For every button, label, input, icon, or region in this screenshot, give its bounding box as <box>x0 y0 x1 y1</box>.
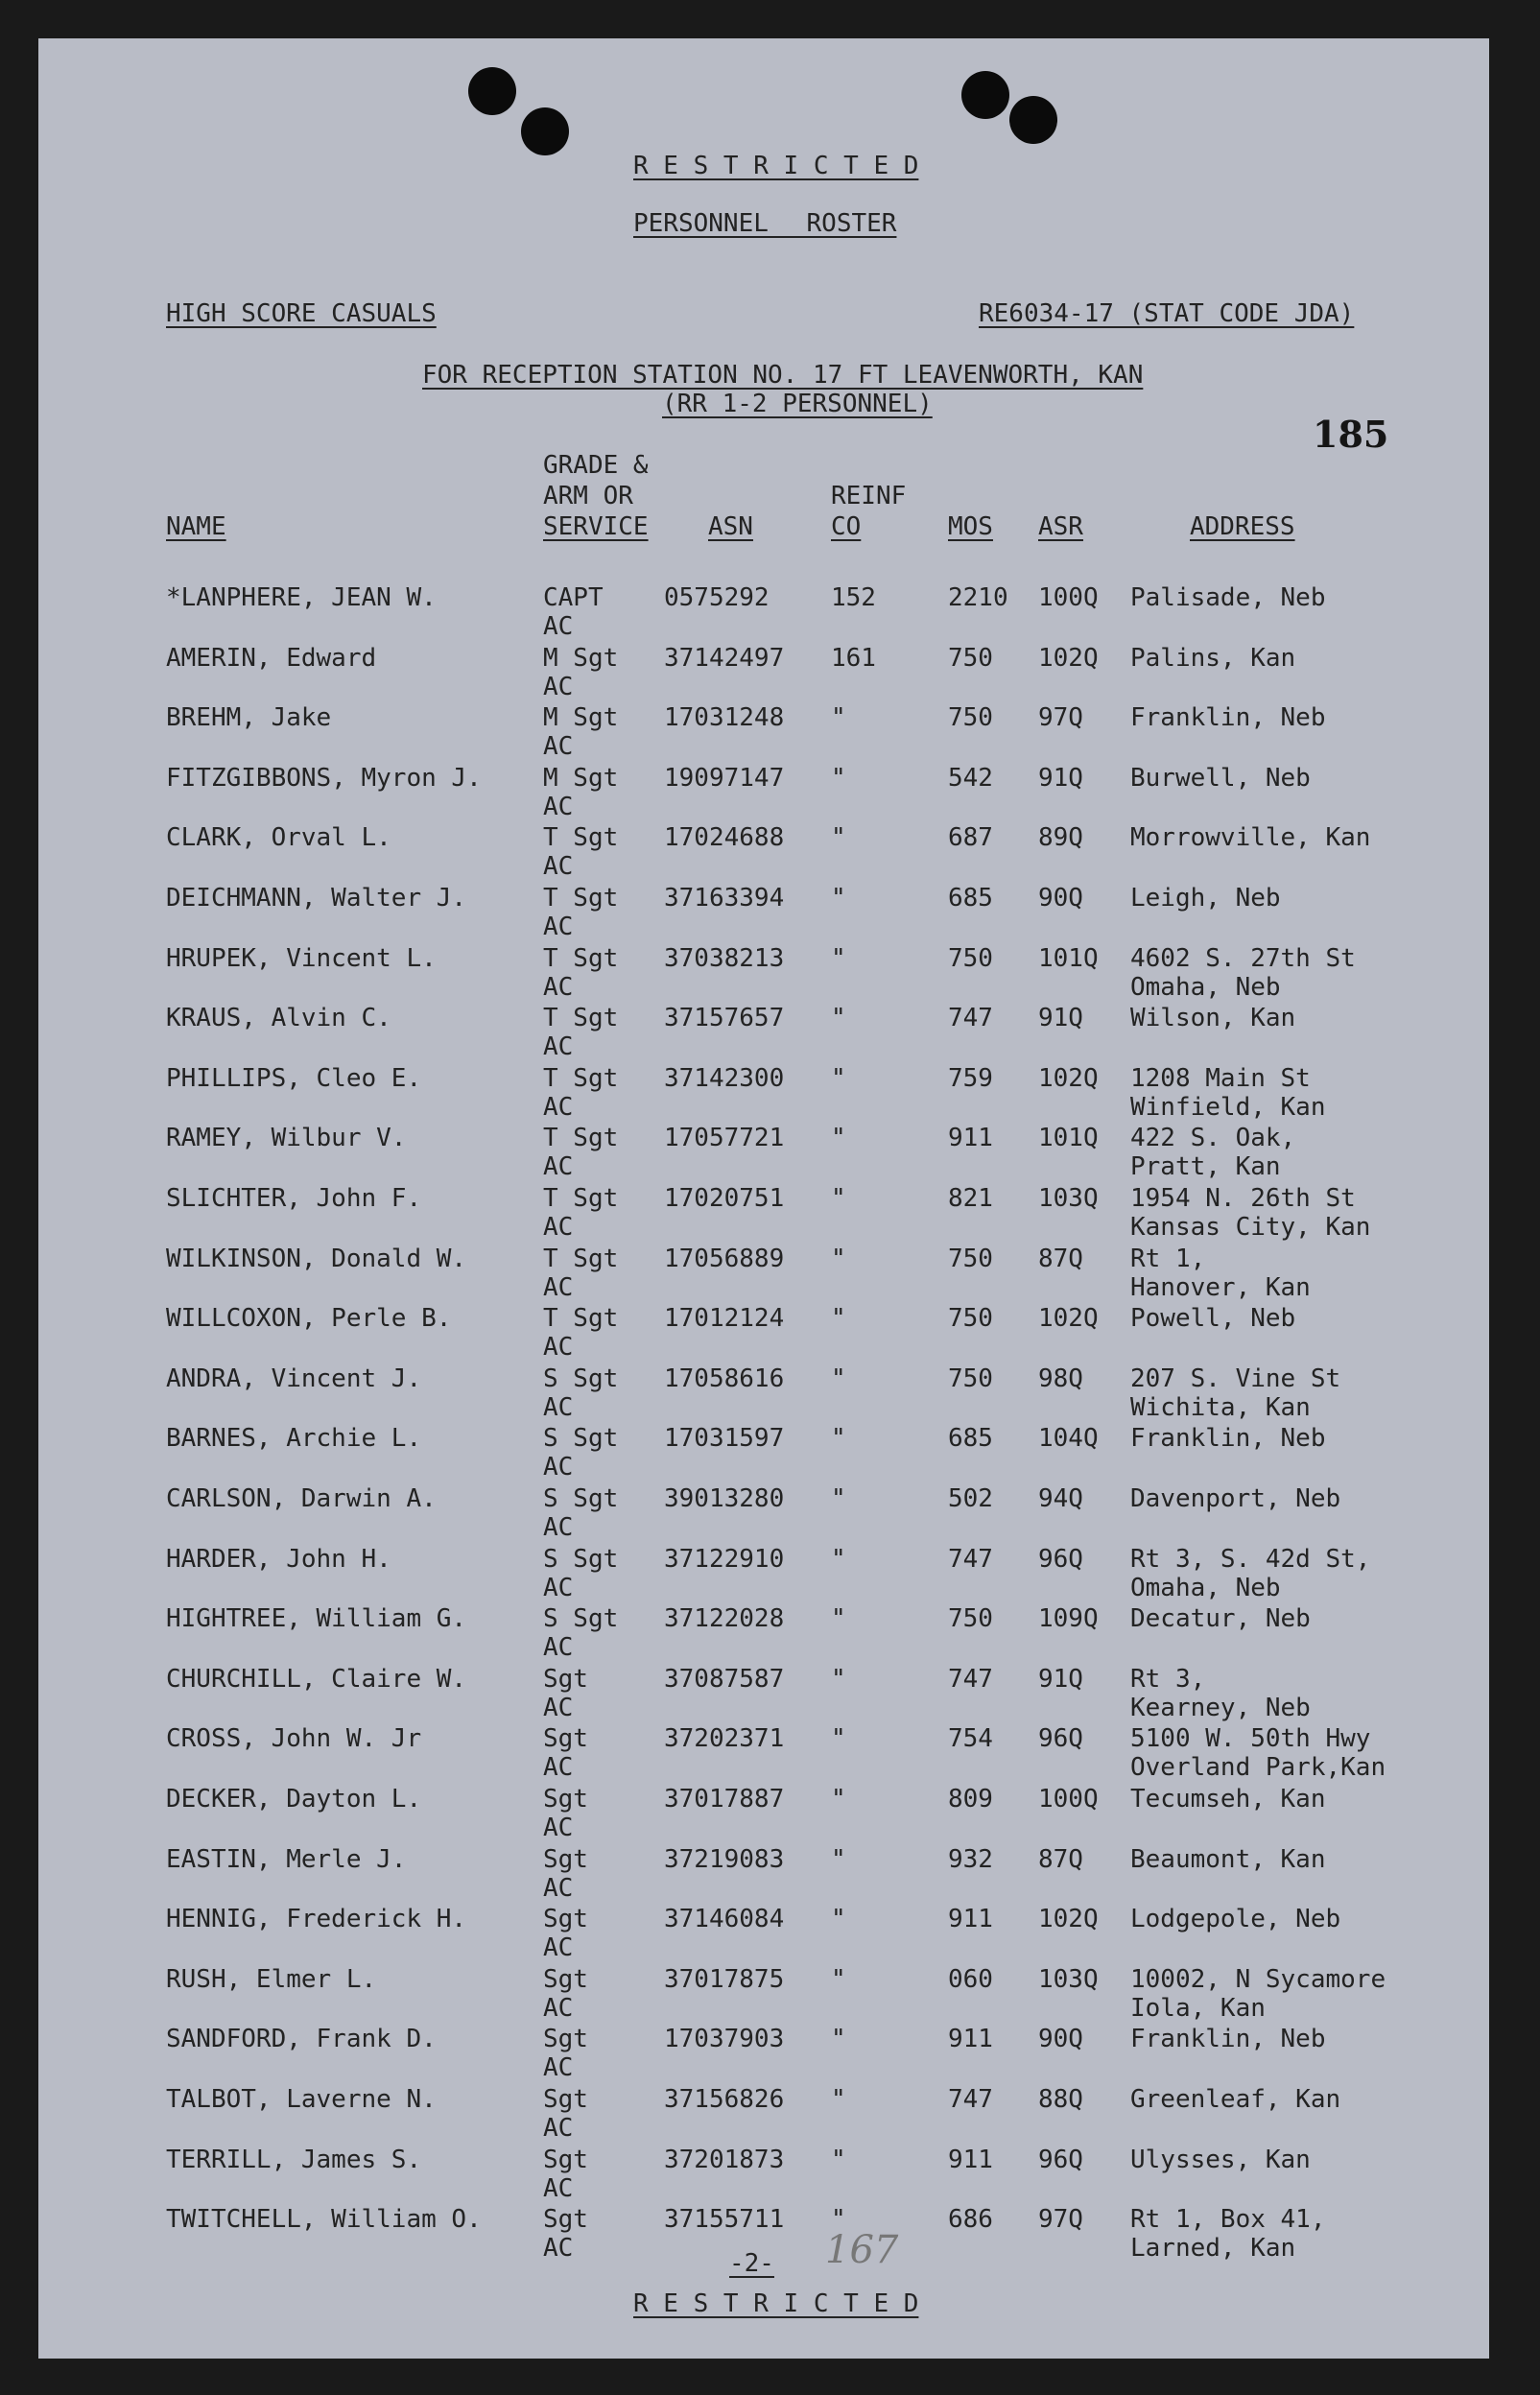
asn: 17012124 <box>664 1304 785 1334</box>
table-row <box>38 944 1489 1004</box>
person-name: SLICHTER, John F. <box>166 1184 422 1213</box>
order-reference: RE6034-17 (STAT CODE JDA) <box>979 299 1355 328</box>
arm-service: AC <box>543 2173 574 2203</box>
grade: T Sgt <box>543 823 619 853</box>
asr: 101Q <box>1038 943 1099 973</box>
address-line: Iola, Kan <box>1130 1993 1266 2023</box>
asr: 109Q <box>1038 1604 1099 1634</box>
person-name: SANDFORD, Frank D. <box>166 2025 437 2054</box>
asn: 37017875 <box>664 1964 785 1994</box>
table-row <box>38 764 1489 823</box>
asr: 91Q <box>1038 1004 1083 1033</box>
person-name: HARDER, John H. <box>166 1544 391 1574</box>
person-name: RAMEY, Wilbur V. <box>166 1124 407 1153</box>
asn: 17031248 <box>664 703 785 733</box>
reinf-co: " <box>831 1844 846 1874</box>
table-row <box>38 1064 1489 1124</box>
table-row <box>38 644 1489 703</box>
asr: 87Q <box>1038 1844 1083 1874</box>
person-name: TERRILL, James S. <box>166 2145 422 2174</box>
table-row <box>38 2146 1489 2205</box>
reinf-co: " <box>831 1424 846 1454</box>
mos: 821 <box>948 1184 993 1213</box>
address-line: 422 S. Oak, <box>1130 1124 1296 1153</box>
personnel-subtitle: (RR 1-2 PERSONNEL) <box>662 390 933 418</box>
header-grade: SERVICE <box>543 512 649 541</box>
asn: 0575292 <box>664 583 770 612</box>
reinf-co: " <box>831 2205 846 2235</box>
asr: 96Q <box>1038 2145 1083 2174</box>
arm-service: AC <box>543 852 574 882</box>
header-reinf: CO <box>831 512 862 541</box>
person-name: CARLSON, Darwin A. <box>166 1484 437 1513</box>
reinf-co: 152 <box>831 583 876 612</box>
address-line: 4602 S. 27th St <box>1130 943 1356 973</box>
person-name: FITZGIBBONS, Myron J. <box>166 763 482 793</box>
reinf-co: " <box>831 1004 846 1033</box>
table-row <box>38 1124 1489 1183</box>
asr: 91Q <box>1038 763 1083 793</box>
asn: 37163394 <box>664 884 785 913</box>
person-name: *LANPHERE, JEAN W. <box>166 583 437 612</box>
reinf-co: " <box>831 2025 846 2054</box>
reinf-co: " <box>831 1724 846 1754</box>
grade: T Sgt <box>543 943 619 973</box>
mos: 686 <box>948 2205 993 2235</box>
asr: 97Q <box>1038 703 1083 733</box>
arm-service: AC <box>543 1092 574 1122</box>
person-name: BARNES, Archie L. <box>166 1424 422 1454</box>
grade: T Sgt <box>543 1004 619 1033</box>
grade: M Sgt <box>543 763 619 793</box>
mos: 911 <box>948 1124 993 1153</box>
address-line: Greenleaf, Kan <box>1130 2085 1341 2114</box>
person-name: BREHM, Jake <box>166 703 332 733</box>
mos: 911 <box>948 1905 993 1934</box>
address-line: 1208 Main St <box>1130 1063 1311 1093</box>
reinf-co: " <box>831 1304 846 1334</box>
address-line: Palisade, Neb <box>1130 583 1326 612</box>
arm-service: AC <box>543 1573 574 1602</box>
address-line: Leigh, Neb <box>1130 884 1281 913</box>
person-name: WILKINSON, Donald W. <box>166 1244 467 1273</box>
grade: Sgt <box>543 2205 588 2235</box>
mos: 750 <box>948 703 993 733</box>
header-asn: ASN <box>708 512 753 541</box>
asr: 97Q <box>1038 2205 1083 2235</box>
asr: 94Q <box>1038 1484 1083 1513</box>
mos: 750 <box>948 943 993 973</box>
header-grade: GRADE & <box>543 451 649 480</box>
arm-service: AC <box>543 1513 574 1542</box>
mos: 685 <box>948 884 993 913</box>
reinf-co: " <box>831 1544 846 1574</box>
mos: 932 <box>948 1844 993 1874</box>
asn: 37155711 <box>664 2205 785 2235</box>
mos: 060 <box>948 1964 993 1994</box>
asr: 103Q <box>1038 1184 1099 1213</box>
grade: Sgt <box>543 1785 588 1814</box>
address-line: Rt 1, <box>1130 1244 1206 1273</box>
arm-service: AC <box>543 1392 574 1422</box>
reinf-co: " <box>831 1785 846 1814</box>
arm-service: AC <box>543 1693 574 1722</box>
person-name: HIGHTREE, William G. <box>166 1604 467 1634</box>
asn: 37122910 <box>664 1544 785 1574</box>
table-row <box>38 1785 1489 1844</box>
mos: 750 <box>948 1604 993 1634</box>
person-name: ANDRA, Vincent J. <box>166 1363 422 1393</box>
table-row <box>38 1965 1489 2025</box>
asn: 37038213 <box>664 943 785 973</box>
grade: M Sgt <box>543 643 619 673</box>
grade: M Sgt <box>543 703 619 733</box>
address-line: Burwell, Neb <box>1130 763 1311 793</box>
grade: T Sgt <box>543 884 619 913</box>
asn: 37201873 <box>664 2145 785 2174</box>
asn: 37142300 <box>664 1063 785 1093</box>
address-line: Franklin, Neb <box>1130 2025 1326 2054</box>
asr: 89Q <box>1038 823 1083 853</box>
asr: 88Q <box>1038 2085 1083 2114</box>
header-address: ADDRESS <box>1190 512 1295 541</box>
arm-service: AC <box>543 1873 574 1903</box>
asn: 17020751 <box>664 1184 785 1213</box>
mos: 2210 <box>948 583 1008 612</box>
person-name: TWITCHELL, William O. <box>166 2205 482 2235</box>
asn: 37122028 <box>664 1604 785 1634</box>
arm-service: AC <box>543 792 574 821</box>
asn: 17031597 <box>664 1424 785 1454</box>
arm-service: AC <box>543 672 574 701</box>
address-line: Rt 3, S. 42d St, <box>1130 1544 1371 1574</box>
reinf-co: " <box>831 2145 846 2174</box>
grade: S Sgt <box>543 1484 619 1513</box>
asn: 37202371 <box>664 1724 785 1754</box>
mos: 502 <box>948 1484 993 1513</box>
table-row <box>38 1724 1489 1784</box>
classification-header: R E S T R I C T E D <box>633 152 919 180</box>
address-line: Larned, Kan <box>1130 2234 1296 2264</box>
address-line: 5100 W. 50th Hwy <box>1130 1724 1371 1754</box>
table-row <box>38 884 1489 943</box>
grade: Sgt <box>543 1844 588 1874</box>
asr: 102Q <box>1038 643 1099 673</box>
person-name: DECKER, Dayton L. <box>166 1785 422 1814</box>
asn: 37017887 <box>664 1785 785 1814</box>
arm-service: AC <box>543 1633 574 1663</box>
person-name: CHURCHILL, Claire W. <box>166 1664 467 1694</box>
asn: 17056889 <box>664 1244 785 1273</box>
grade: Sgt <box>543 2085 588 2114</box>
grade: T Sgt <box>543 1124 619 1153</box>
mos: 685 <box>948 1424 993 1454</box>
header-grade: ARM OR <box>543 482 633 510</box>
header-asr: ASR <box>1038 512 1083 541</box>
person-name: TALBOT, Laverne N. <box>166 2085 437 2114</box>
address-line: Powell, Neb <box>1130 1304 1296 1334</box>
page-number: 185 <box>1313 413 1389 456</box>
mos: 754 <box>948 1724 993 1754</box>
destination-line: FOR RECEPTION STATION NO. 17 FT LEAVENWORTH, KAN <box>422 361 1144 390</box>
address-line: Lodgepole, Neb <box>1130 1905 1341 1934</box>
table-row <box>38 703 1489 763</box>
grade: CAPT <box>543 583 604 612</box>
mos: 809 <box>948 1785 993 1814</box>
asn: 17057721 <box>664 1124 785 1153</box>
reinf-co: " <box>831 1184 846 1213</box>
grade: Sgt <box>543 1964 588 1994</box>
address-line: Franklin, Neb <box>1130 703 1326 733</box>
reinf-co: " <box>831 1664 846 1694</box>
grade: Sgt <box>543 1905 588 1934</box>
asr: 103Q <box>1038 1964 1099 1994</box>
grade: S Sgt <box>543 1424 619 1454</box>
asn: 37146084 <box>664 1905 785 1934</box>
arm-service: AC <box>543 1814 574 1842</box>
address-line: 10002, N Sycamore <box>1130 1964 1386 1994</box>
reinf-co: " <box>831 943 846 973</box>
reinf-co: " <box>831 1604 846 1634</box>
address-line: Omaha, Neb <box>1130 1573 1281 1602</box>
asn: 37087587 <box>664 1664 785 1694</box>
arm-service: AC <box>543 1933 574 1963</box>
mos: 750 <box>948 1304 993 1334</box>
punch-hole <box>1009 96 1057 144</box>
table-row <box>38 1424 1489 1483</box>
asn: 17058616 <box>664 1363 785 1393</box>
mos: 747 <box>948 1004 993 1033</box>
address-line: Ulysses, Kan <box>1130 2145 1311 2174</box>
grade: Sgt <box>543 2025 588 2054</box>
asn: 17024688 <box>664 823 785 853</box>
reinf-co: 161 <box>831 643 876 673</box>
arm-service: AC <box>543 913 574 941</box>
asr: 90Q <box>1038 2025 1083 2054</box>
person-name: AMERIN, Edward <box>166 643 377 673</box>
grade: S Sgt <box>543 1544 619 1574</box>
reinf-co: " <box>831 1124 846 1153</box>
header-reinf: REINF <box>831 482 907 510</box>
roster-page <box>38 38 1489 2359</box>
person-name: HRUPEK, Vincent L. <box>166 943 437 973</box>
asr: 102Q <box>1038 1063 1099 1093</box>
document-title: PERSONNEL ROSTER <box>633 209 897 238</box>
asr: 102Q <box>1038 1304 1099 1334</box>
table-row <box>38 823 1489 883</box>
arm-service: AC <box>543 1213 574 1242</box>
handwritten-note: 167 <box>825 2228 899 2272</box>
grade: T Sgt <box>543 1304 619 1334</box>
reinf-co: " <box>831 1905 846 1934</box>
arm-service: AC <box>543 2053 574 2083</box>
asr: 101Q <box>1038 1124 1099 1153</box>
address-line: Palins, Kan <box>1130 643 1296 673</box>
table-row <box>38 1604 1489 1664</box>
asr: 87Q <box>1038 1244 1083 1273</box>
address-line: Rt 3, <box>1130 1664 1206 1694</box>
reinf-co: " <box>831 703 846 733</box>
asr: 100Q <box>1038 583 1099 612</box>
punch-hole <box>468 67 516 115</box>
address-line: Winfield, Kan <box>1130 1092 1326 1122</box>
table-row <box>38 583 1489 643</box>
asr: 90Q <box>1038 884 1083 913</box>
asn: 37156826 <box>664 2085 785 2114</box>
asn: 39013280 <box>664 1484 785 1513</box>
person-name: WILLCOXON, Perle B. <box>166 1304 452 1334</box>
address-line: Rt 1, Box 41, <box>1130 2205 1326 2235</box>
table-row <box>38 1304 1489 1363</box>
grade: S Sgt <box>543 1363 619 1393</box>
address-line: 1954 N. 26th St <box>1130 1184 1356 1213</box>
address-line: Beaumont, Kan <box>1130 1844 1326 1874</box>
unit-name: HIGH SCORE CASUALS <box>166 299 437 328</box>
header-mos: MOS <box>948 512 993 541</box>
punch-hole <box>521 107 569 155</box>
reinf-co: " <box>831 884 846 913</box>
footer-page-number: -2- <box>729 2249 774 2278</box>
address-line: Hanover, Kan <box>1130 1272 1311 1302</box>
arm-service: AC <box>543 1333 574 1363</box>
asr: 96Q <box>1038 1724 1083 1754</box>
asr: 100Q <box>1038 1785 1099 1814</box>
arm-service: AC <box>543 612 574 641</box>
asn: 37142497 <box>664 643 785 673</box>
address-line: Wilson, Kan <box>1130 1004 1296 1033</box>
reinf-co: " <box>831 2085 846 2114</box>
table-row <box>38 1245 1489 1304</box>
table-row <box>38 1545 1489 1604</box>
header-name: NAME <box>166 512 226 541</box>
address-line: Overland Park,Kan <box>1130 1753 1386 1783</box>
asr: 96Q <box>1038 1544 1083 1574</box>
asr: 98Q <box>1038 1363 1083 1393</box>
arm-service: AC <box>543 2114 574 2143</box>
table-row <box>38 1905 1489 1964</box>
mos: 747 <box>948 2085 993 2114</box>
address-line: Omaha, Neb <box>1130 972 1281 1002</box>
reinf-co: " <box>831 823 846 853</box>
mos: 759 <box>948 1063 993 1093</box>
person-name: HENNIG, Frederick H. <box>166 1905 467 1934</box>
arm-service: AC <box>543 732 574 762</box>
arm-service: AC <box>543 1032 574 1062</box>
mos: 750 <box>948 1244 993 1273</box>
asn: 17037903 <box>664 2025 785 2054</box>
mos: 687 <box>948 823 993 853</box>
mos: 747 <box>948 1544 993 1574</box>
reinf-co: " <box>831 763 846 793</box>
address-line: Franklin, Neb <box>1130 1424 1326 1454</box>
person-name: CLARK, Orval L. <box>166 823 391 853</box>
person-name: PHILLIPS, Cleo E. <box>166 1063 422 1093</box>
arm-service: AC <box>543 972 574 1002</box>
asn: 19097147 <box>664 763 785 793</box>
mos: 750 <box>948 643 993 673</box>
grade: T Sgt <box>543 1063 619 1093</box>
arm-service: AC <box>543 1993 574 2023</box>
mos: 747 <box>948 1664 993 1694</box>
grade: S Sgt <box>543 1604 619 1634</box>
address-line: Kearney, Neb <box>1130 1693 1311 1722</box>
punch-hole <box>961 71 1009 119</box>
reinf-co: " <box>831 1964 846 1994</box>
asn: 37157657 <box>664 1004 785 1033</box>
reinf-co: " <box>831 1244 846 1273</box>
asr: 91Q <box>1038 1664 1083 1694</box>
person-name: DEICHMANN, Walter J. <box>166 884 467 913</box>
mos: 911 <box>948 2145 993 2174</box>
mos: 542 <box>948 763 993 793</box>
asr: 104Q <box>1038 1424 1099 1454</box>
grade: Sgt <box>543 1664 588 1694</box>
table-row <box>38 1845 1489 1905</box>
table-row <box>38 1004 1489 1063</box>
address-line: Morrowville, Kan <box>1130 823 1371 853</box>
arm-service: AC <box>543 1453 574 1482</box>
asn: 37219083 <box>664 1844 785 1874</box>
arm-service: AC <box>543 2234 574 2264</box>
address-line: Pratt, Kan <box>1130 1152 1281 1182</box>
grade: Sgt <box>543 2145 588 2174</box>
arm-service: AC <box>543 1152 574 1182</box>
address-line: Kansas City, Kan <box>1130 1213 1371 1242</box>
person-name: EASTIN, Merle J. <box>166 1844 407 1874</box>
mos: 750 <box>948 1363 993 1393</box>
address-line: Decatur, Neb <box>1130 1604 1311 1634</box>
person-name: KRAUS, Alvin C. <box>166 1004 391 1033</box>
arm-service: AC <box>543 1272 574 1302</box>
person-name: CROSS, John W. Jr <box>166 1724 422 1754</box>
table-row <box>38 1364 1489 1424</box>
address-line: 207 S. Vine St <box>1130 1363 1341 1393</box>
reinf-co: " <box>831 1363 846 1393</box>
mos: 911 <box>948 2025 993 2054</box>
table-row <box>38 2085 1489 2145</box>
address-line: Tecumseh, Kan <box>1130 1785 1326 1814</box>
table-row <box>38 1484 1489 1544</box>
arm-service: AC <box>543 1753 574 1783</box>
table-row <box>38 1665 1489 1724</box>
person-name: RUSH, Elmer L. <box>166 1964 377 1994</box>
reinf-co: " <box>831 1484 846 1513</box>
address-line: Wichita, Kan <box>1130 1392 1311 1422</box>
table-row <box>38 1184 1489 1244</box>
asr: 102Q <box>1038 1905 1099 1934</box>
grade: T Sgt <box>543 1184 619 1213</box>
reinf-co: " <box>831 1063 846 1093</box>
grade: T Sgt <box>543 1244 619 1273</box>
table-row <box>38 2025 1489 2084</box>
address-line: Davenport, Neb <box>1130 1484 1341 1513</box>
grade: Sgt <box>543 1724 588 1754</box>
classification-footer: R E S T R I C T E D <box>633 2289 919 2318</box>
